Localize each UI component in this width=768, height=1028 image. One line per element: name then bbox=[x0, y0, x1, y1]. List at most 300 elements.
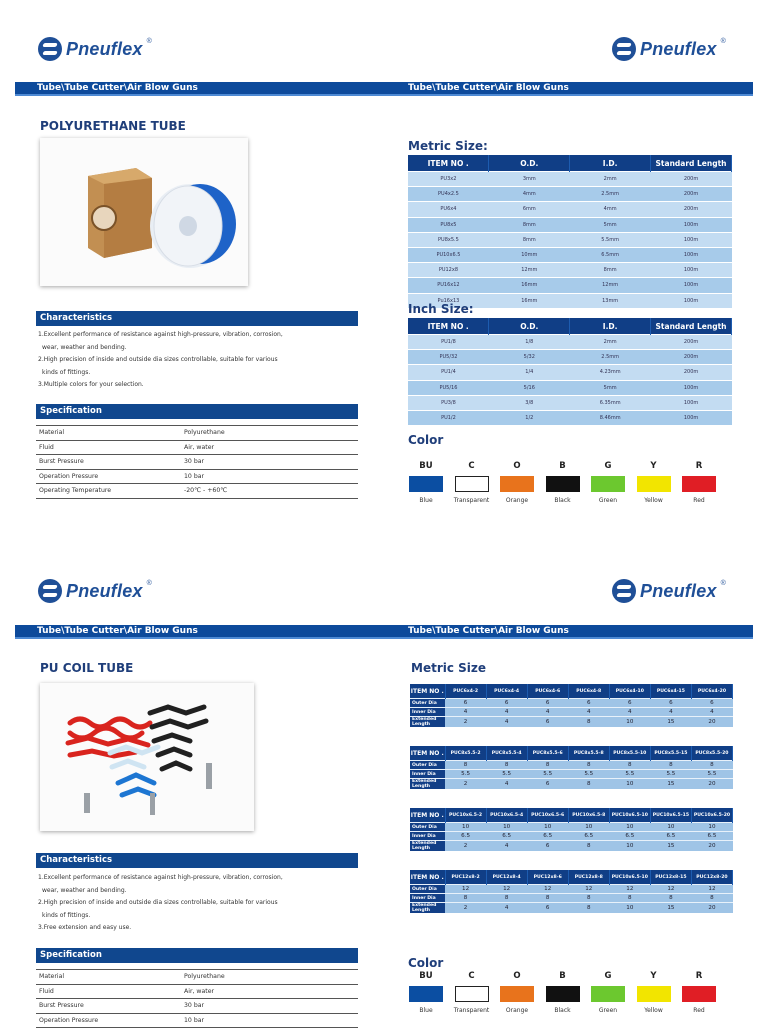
table-cell: PU12x8 bbox=[408, 263, 489, 278]
product-photo-coil-tubes bbox=[40, 683, 254, 831]
color-code: O bbox=[513, 971, 521, 981]
registered-mark: ® bbox=[720, 38, 726, 45]
metric-size-label: Metric Size bbox=[411, 661, 487, 675]
table-row bbox=[410, 779, 733, 790]
column-header: PUC12x8-4 bbox=[486, 870, 527, 885]
table-row bbox=[410, 717, 733, 728]
table-cell: 100m bbox=[651, 217, 732, 232]
table-cell: 1/2 bbox=[489, 410, 570, 425]
table-cell: 4 bbox=[486, 779, 527, 790]
table-cell: 12 bbox=[650, 885, 691, 894]
spec-value: 10 bar bbox=[181, 469, 358, 484]
table-cell: 12 bbox=[445, 885, 486, 894]
table-cell: 4 bbox=[568, 708, 609, 717]
registered-mark: ® bbox=[720, 580, 726, 587]
table-cell: 2.5mm bbox=[570, 187, 651, 202]
color-swatch bbox=[500, 986, 534, 1002]
table-cell: 8mm bbox=[489, 232, 570, 247]
spec-value: Air, water bbox=[181, 440, 358, 455]
column-header: PUC10x6.5-4 bbox=[486, 808, 527, 823]
column-header: PUC12x8-2 bbox=[445, 870, 486, 885]
table-cell: 200m bbox=[651, 365, 732, 380]
table-cell: 10 bbox=[486, 823, 527, 832]
banner-text-right: Tube\Tube Cutter\Air Blow Guns bbox=[408, 83, 569, 93]
table-cell: 4 bbox=[527, 708, 568, 717]
characteristics-list bbox=[38, 872, 358, 935]
column-header: PUC12x8-20 bbox=[691, 870, 732, 885]
color-item bbox=[541, 461, 585, 504]
table-cell: 12 bbox=[691, 885, 732, 894]
characteristics-heading: Characteristics bbox=[36, 311, 358, 326]
table-cell: 8.46mm bbox=[570, 410, 651, 425]
color-name: Blue bbox=[419, 1007, 433, 1014]
table-header-row bbox=[410, 684, 733, 699]
brand-name: Pneuflex bbox=[66, 580, 143, 601]
table-cell: 200m bbox=[651, 187, 732, 202]
table-row bbox=[408, 365, 732, 380]
column-header: I.D. bbox=[570, 318, 651, 335]
column-header: PUC12x8-8 bbox=[568, 870, 609, 885]
color-swatch bbox=[455, 476, 489, 492]
spec-label: Burst Pressure bbox=[36, 455, 181, 470]
table-cell: 6 bbox=[486, 699, 527, 708]
table-cell: 200m bbox=[651, 350, 732, 365]
brand-name: Pneuflex bbox=[640, 580, 717, 601]
spec-row bbox=[36, 484, 358, 499]
table-row bbox=[410, 832, 733, 841]
table-cell: 8 bbox=[650, 761, 691, 770]
column-header: ITEM NO . bbox=[410, 746, 445, 761]
table-cell: 5.5mm bbox=[570, 232, 651, 247]
table-row bbox=[410, 903, 733, 914]
pneuflex-logo-icon bbox=[38, 37, 62, 61]
table-cell: 8mm bbox=[570, 263, 651, 278]
color-swatch bbox=[682, 476, 716, 492]
characteristic-line: 1.Excellent performance of resistance against high-pressure, vibration, corrosion, bbox=[38, 331, 283, 338]
table-row bbox=[410, 699, 733, 708]
table-cell: 4mm bbox=[489, 187, 570, 202]
color-code: B bbox=[559, 971, 566, 981]
table-cell: 5.5 bbox=[445, 770, 486, 779]
table-cell: 4 bbox=[650, 708, 691, 717]
color-item bbox=[677, 971, 721, 1014]
coil-size-table bbox=[410, 808, 733, 851]
table-cell: 6.5 bbox=[445, 832, 486, 841]
table-cell: 10 bbox=[568, 823, 609, 832]
table-cell: 10 bbox=[609, 823, 650, 832]
banner-text-left: Tube\Tube Cutter\Air Blow Guns bbox=[37, 83, 198, 93]
table-cell: 8 bbox=[445, 894, 486, 903]
table-cell: 5.5 bbox=[527, 770, 568, 779]
table-cell: 5/16 bbox=[489, 380, 570, 395]
color-swatches bbox=[404, 971, 734, 1021]
table-cell: 20 bbox=[691, 903, 732, 914]
characteristic-line: 2.High precision of inside and outside dia sizes controllable, suitable for various bbox=[38, 899, 278, 906]
metric-size-label: Metric Size: bbox=[408, 139, 488, 153]
column-header: PUC6x4-8 bbox=[568, 684, 609, 699]
color-name: Orange bbox=[505, 497, 529, 504]
table-cell: 4 bbox=[445, 708, 486, 717]
table-cell: 10 bbox=[650, 823, 691, 832]
table-cell: 100m bbox=[651, 263, 732, 278]
column-header: PUC10x6.5-10 bbox=[609, 870, 650, 885]
characteristic-line: 2.High precision of inside and outside dia sizes controllable, suitable for various bbox=[38, 356, 278, 363]
color-item bbox=[450, 461, 494, 504]
table-cell: 10 bbox=[609, 779, 650, 790]
characteristic-line: 3.Free extension and easy use. bbox=[38, 924, 132, 931]
table-row bbox=[410, 823, 733, 832]
table-cell: 8 bbox=[568, 761, 609, 770]
column-header: PUC12x8-6 bbox=[527, 870, 568, 885]
column-header: PUC8x5.5-10 bbox=[609, 746, 650, 761]
color-code: BU bbox=[419, 971, 433, 981]
table-cell: 6 bbox=[527, 717, 568, 728]
table-cell: 100m bbox=[651, 380, 732, 395]
coil-size-tables bbox=[410, 684, 733, 924]
table-cell: 10 bbox=[609, 717, 650, 728]
column-header: ITEM NO . bbox=[410, 684, 445, 699]
characteristic-line: 3.Multiple colors for your selection. bbox=[38, 381, 144, 388]
table-row bbox=[410, 894, 733, 903]
category-banner bbox=[15, 625, 753, 639]
inch-size-table bbox=[408, 318, 732, 425]
table-cell: 100m bbox=[651, 247, 732, 262]
spec-row bbox=[36, 426, 358, 441]
table-cell: PU16x12 bbox=[408, 278, 489, 293]
color-name: Transparent bbox=[453, 497, 490, 504]
table-cell: 4 bbox=[486, 708, 527, 717]
color-name: Black bbox=[554, 1007, 571, 1014]
spec-label: Fluid bbox=[36, 984, 181, 999]
column-header: PUC12x8-15 bbox=[650, 870, 691, 885]
table-cell: 200m bbox=[651, 202, 732, 217]
column-header: Standard Length bbox=[651, 318, 732, 335]
spec-row bbox=[36, 440, 358, 455]
color-swatch bbox=[455, 986, 489, 1002]
column-header: PUC8x5.5-6 bbox=[527, 746, 568, 761]
color-item bbox=[404, 971, 448, 1014]
table-cell: 4 bbox=[691, 708, 732, 717]
table-cell: 16mm bbox=[489, 293, 570, 308]
column-header: ITEM NO . bbox=[410, 808, 445, 823]
table-header-row bbox=[410, 808, 733, 823]
row-label: Outer Dia bbox=[410, 885, 445, 894]
column-header: ITEM NO . bbox=[410, 870, 445, 885]
color-swatch bbox=[409, 476, 443, 492]
specification-heading: Specification bbox=[36, 404, 358, 419]
pneuflex-logo-right bbox=[612, 37, 726, 61]
column-header: I.D. bbox=[570, 155, 651, 172]
table-cell: 8 bbox=[691, 761, 732, 770]
table-cell: PU3/8 bbox=[408, 395, 489, 410]
color-name: Red bbox=[693, 497, 705, 504]
color-item bbox=[495, 971, 539, 1014]
catalog-page-pu-coil-tube bbox=[0, 543, 768, 1024]
color-code: Y bbox=[650, 971, 657, 981]
column-header: O.D. bbox=[489, 155, 570, 172]
table-row bbox=[408, 172, 732, 187]
color-name: Yellow bbox=[644, 497, 663, 504]
color-swatch bbox=[591, 476, 625, 492]
table-cell: 8 bbox=[568, 903, 609, 914]
table-cell: 12mm bbox=[489, 263, 570, 278]
spec-label: Operation Pressure bbox=[36, 1013, 181, 1028]
table-cell: 4.23mm bbox=[570, 365, 651, 380]
spec-value: Polyurethane bbox=[181, 426, 358, 441]
tube-box-illustration bbox=[40, 138, 248, 286]
spec-label: Material bbox=[36, 970, 181, 985]
table-cell: 15 bbox=[650, 903, 691, 914]
table-cell: 8 bbox=[691, 894, 732, 903]
row-label: Extended Length bbox=[410, 779, 445, 790]
table-cell: PU1/8 bbox=[408, 335, 489, 350]
table-cell: 12mm bbox=[570, 278, 651, 293]
table-cell: PU1/4 bbox=[408, 365, 489, 380]
table-cell: 2 bbox=[445, 903, 486, 914]
product-photo-tube-box bbox=[40, 138, 248, 286]
color-swatch bbox=[637, 986, 671, 1002]
table-cell: 10 bbox=[691, 823, 732, 832]
table-cell: 2 bbox=[445, 779, 486, 790]
column-header: PUC10x6.5-2 bbox=[445, 808, 486, 823]
column-header: PUC6x4-15 bbox=[650, 684, 691, 699]
column-header: PUC10x6.5-10 bbox=[609, 808, 650, 823]
table-cell: PU3x2 bbox=[408, 172, 489, 187]
color-name: Green bbox=[598, 1007, 618, 1014]
table-cell: 8 bbox=[486, 894, 527, 903]
table-cell: 5.5 bbox=[568, 770, 609, 779]
spec-label: Operation Pressure bbox=[36, 469, 181, 484]
table-cell: 16mm bbox=[489, 278, 570, 293]
row-label: Extended Length bbox=[410, 841, 445, 852]
characteristic-line: 1.Excellent performance of resistance against high-pressure, vibration, corrosion, bbox=[38, 874, 283, 881]
column-header: PUC6x4-2 bbox=[445, 684, 486, 699]
banner-text-left: Tube\Tube Cutter\Air Blow Guns bbox=[37, 626, 198, 636]
column-header: PUC10x6.5-20 bbox=[691, 808, 732, 823]
spec-row bbox=[36, 469, 358, 484]
spec-row bbox=[36, 999, 358, 1014]
page-title: POLYURETHANE TUBE bbox=[40, 119, 186, 133]
column-header: PUC8x5.5-4 bbox=[486, 746, 527, 761]
registered-mark: ® bbox=[146, 38, 152, 45]
spec-row bbox=[36, 970, 358, 985]
table-cell: 5.5 bbox=[650, 770, 691, 779]
table-cell: 10 bbox=[609, 903, 650, 914]
table-cell: 20 bbox=[691, 717, 732, 728]
table-cell: 4 bbox=[486, 903, 527, 914]
pneuflex-logo-icon bbox=[612, 37, 636, 61]
table-cell: 4 bbox=[486, 717, 527, 728]
pneuflex-logo-right bbox=[612, 579, 726, 603]
table-cell: 100m bbox=[651, 293, 732, 308]
row-label: Inner Dia bbox=[410, 708, 445, 717]
table-cell: 6.5 bbox=[527, 832, 568, 841]
table-header-row bbox=[410, 746, 733, 761]
color-code: Y bbox=[650, 461, 657, 471]
table-header-row bbox=[408, 318, 732, 335]
color-item bbox=[677, 461, 721, 504]
table-row bbox=[410, 761, 733, 770]
table-cell: 5.5 bbox=[691, 770, 732, 779]
table-cell: PU1/2 bbox=[408, 410, 489, 425]
spec-row bbox=[36, 1013, 358, 1028]
table-cell: 8 bbox=[527, 761, 568, 770]
table-row bbox=[408, 335, 732, 350]
coil-tubes-illustration bbox=[40, 683, 254, 831]
coil-size-table bbox=[410, 870, 733, 913]
table-header-row bbox=[408, 155, 732, 172]
brand-name: Pneuflex bbox=[640, 38, 717, 59]
table-row bbox=[408, 187, 732, 202]
column-header: PUC8x5.5-15 bbox=[650, 746, 691, 761]
color-item bbox=[541, 971, 585, 1014]
spec-value: 30 bar bbox=[181, 999, 358, 1014]
row-label: Inner Dia bbox=[410, 770, 445, 779]
pneuflex-logo-icon bbox=[38, 579, 62, 603]
color-swatch bbox=[546, 476, 580, 492]
table-cell: 8 bbox=[568, 779, 609, 790]
table-cell: 10 bbox=[609, 841, 650, 852]
spec-value: 10 bar bbox=[181, 1013, 358, 1028]
color-code: R bbox=[695, 461, 703, 471]
color-item bbox=[586, 461, 630, 504]
column-header: O.D. bbox=[489, 318, 570, 335]
row-label: Extended Length bbox=[410, 903, 445, 914]
table-cell: 8mm bbox=[489, 217, 570, 232]
spec-value: Polyurethane bbox=[181, 970, 358, 985]
row-label: Outer Dia bbox=[410, 761, 445, 770]
table-cell: 6 bbox=[527, 699, 568, 708]
table-header-row bbox=[410, 870, 733, 885]
table-cell: 12 bbox=[568, 885, 609, 894]
table-cell: 6.5mm bbox=[570, 247, 651, 262]
table-cell: 200m bbox=[651, 335, 732, 350]
column-header: PUC6x4-20 bbox=[691, 684, 732, 699]
spec-label: Fluid bbox=[36, 440, 181, 455]
table-row bbox=[410, 885, 733, 894]
characteristics-heading: Characteristics bbox=[36, 853, 358, 868]
color-code: G bbox=[604, 971, 612, 981]
table-cell: PU8x5 bbox=[408, 217, 489, 232]
color-code: O bbox=[513, 461, 521, 471]
table-cell: 4mm bbox=[570, 202, 651, 217]
characteristics-list bbox=[38, 329, 358, 392]
color-label: Color bbox=[408, 433, 444, 447]
table-row bbox=[408, 350, 732, 365]
column-header: PUC10x6.5-8 bbox=[568, 808, 609, 823]
table-cell: 6 bbox=[609, 699, 650, 708]
specification-table bbox=[36, 425, 358, 499]
table-row bbox=[408, 395, 732, 410]
pneuflex-logo-left bbox=[38, 579, 152, 603]
color-swatches bbox=[404, 461, 734, 511]
table-cell: 5/32 bbox=[489, 350, 570, 365]
pneuflex-logo-icon bbox=[612, 579, 636, 603]
table-cell: 3/8 bbox=[489, 395, 570, 410]
table-cell: 6.5 bbox=[609, 832, 650, 841]
column-header: PUC6x4-10 bbox=[609, 684, 650, 699]
table-cell: 12 bbox=[486, 885, 527, 894]
table-cell: 6 bbox=[527, 841, 568, 852]
table-row bbox=[408, 217, 732, 232]
category-banner bbox=[15, 82, 753, 96]
characteristic-line: wear, weather and bending. bbox=[42, 343, 127, 351]
column-header: PUC8x5.5-20 bbox=[691, 746, 732, 761]
table-row bbox=[408, 263, 732, 278]
table-row bbox=[410, 841, 733, 852]
table-cell: 6.5 bbox=[650, 832, 691, 841]
spec-value: Air, water bbox=[181, 984, 358, 999]
color-swatch bbox=[682, 986, 716, 1002]
table-cell: 8 bbox=[486, 761, 527, 770]
registered-mark: ® bbox=[146, 580, 152, 587]
table-row bbox=[410, 770, 733, 779]
column-header: PUC6x4-6 bbox=[527, 684, 568, 699]
table-cell: 100m bbox=[651, 278, 732, 293]
table-cell: 8 bbox=[568, 841, 609, 852]
table-cell: PU4x2.5 bbox=[408, 187, 489, 202]
table-cell: 10 bbox=[445, 823, 486, 832]
banner-text-right: Tube\Tube Cutter\Air Blow Guns bbox=[408, 626, 569, 636]
table-cell: 200m bbox=[651, 172, 732, 187]
color-name: Black bbox=[554, 497, 571, 504]
table-cell: 8 bbox=[609, 894, 650, 903]
table-cell: PU6x4 bbox=[408, 202, 489, 217]
column-header: PUC8x5.5-8 bbox=[568, 746, 609, 761]
row-label: Inner Dia bbox=[410, 832, 445, 841]
specification-table bbox=[36, 969, 358, 1028]
page-separator bbox=[0, 530, 768, 543]
table-cell: 15 bbox=[650, 717, 691, 728]
table-cell: 6.5 bbox=[486, 832, 527, 841]
table-cell: 8 bbox=[568, 894, 609, 903]
table-cell: 10mm bbox=[489, 247, 570, 262]
table-row bbox=[408, 380, 732, 395]
coil-size-table bbox=[410, 746, 733, 789]
table-cell: 2.5mm bbox=[570, 350, 651, 365]
spec-label: Material bbox=[36, 426, 181, 441]
table-cell: 6mm bbox=[489, 202, 570, 217]
column-header: PUC8x5.5-2 bbox=[445, 746, 486, 761]
column-header: PUC6x4-4 bbox=[486, 684, 527, 699]
table-cell: 5.5 bbox=[486, 770, 527, 779]
table-cell: PU5/16 bbox=[408, 380, 489, 395]
table-cell: PU8x5.5 bbox=[408, 232, 489, 247]
table-row bbox=[410, 708, 733, 717]
color-code: G bbox=[604, 461, 612, 471]
color-swatch bbox=[409, 986, 443, 1002]
column-header: ITEM NO . bbox=[408, 318, 489, 335]
table-cell: 8 bbox=[650, 894, 691, 903]
table-cell: 4 bbox=[486, 841, 527, 852]
table-cell: 15 bbox=[650, 779, 691, 790]
table-cell: 6 bbox=[445, 699, 486, 708]
table-row bbox=[408, 247, 732, 262]
table-cell: 8 bbox=[609, 761, 650, 770]
coil-size-table bbox=[410, 684, 733, 727]
table-cell: Pu16x13 bbox=[408, 293, 489, 308]
color-item bbox=[495, 461, 539, 504]
table-cell: 8 bbox=[527, 894, 568, 903]
table-cell: 13mm bbox=[570, 293, 651, 308]
color-code: B bbox=[559, 461, 566, 471]
table-cell: 6 bbox=[568, 699, 609, 708]
characteristic-line: kinds of fittings. bbox=[42, 368, 91, 376]
color-item bbox=[632, 971, 676, 1014]
table-cell: 2mm bbox=[570, 172, 651, 187]
table-cell: 20 bbox=[691, 779, 732, 790]
table-cell: 8 bbox=[568, 717, 609, 728]
